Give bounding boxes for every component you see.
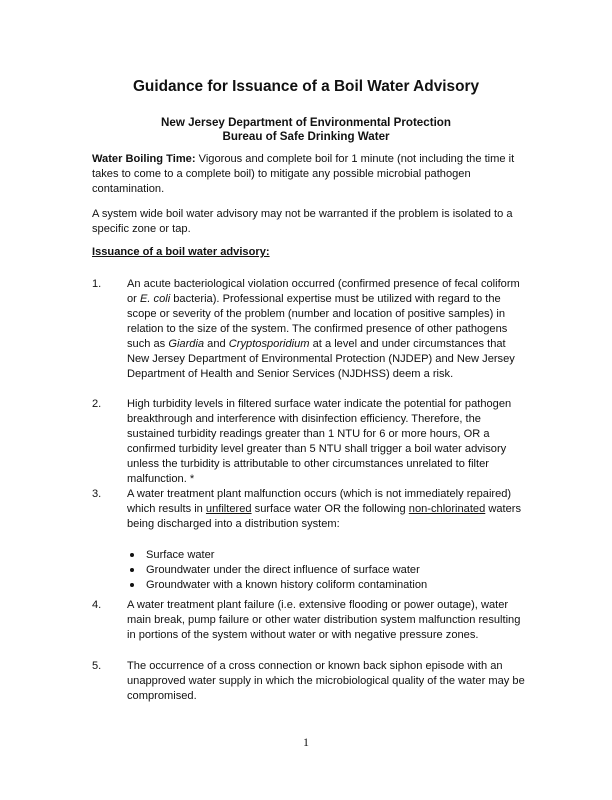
- cryptosporidium-term: Cryptosporidium: [228, 338, 310, 350]
- list-item-text: High turbidity levels in filtered surface water indicate the potential for pathogen breakthrough and interference with disinfection efficiency. Therefore, the sustained turbidity readings greater than 1 NTU for 6 or more hours, OR a confirmed turbidity level greater than 5 NTU shall trigger a boil water advisory unless the turbidity is attributable to other circumstances unrelated to filter malfunction. *: [127, 398, 512, 485]
- non-chlorinated-term: non-chlorinated: [408, 503, 486, 515]
- list-item-number: 2.: [92, 398, 102, 410]
- document-subtitle: [0, 116, 612, 144]
- system-wide-note: A system wide boil water advisory may not be warranted if the problem is isolated to a specific zone or tap.: [92, 208, 513, 235]
- bullet-icon: [130, 553, 134, 557]
- bullet-item: Surface water: [126, 548, 526, 563]
- list-item-text: A water treatment plant malfunction occurs (which is not immediately repaired) which results in unfiltered surface water OR the following non-chlorinated waters being discharged into a distribution system:: [127, 488, 522, 530]
- boiling-time-label: Water Boiling Time:: [92, 153, 196, 165]
- page-number: 1: [303, 735, 309, 749]
- list-item-number: 1.: [92, 278, 102, 290]
- subtitle-bureau: Bureau of Safe Drinking Water: [222, 130, 390, 143]
- bullet-item: Groundwater with a known history coliform contamination: [126, 578, 526, 593]
- bullet-icon: [130, 583, 134, 587]
- water-source-list: [126, 548, 526, 593]
- document-title: Guidance for Issuance of a Boil Water Advisory: [132, 78, 480, 95]
- ecoli-term: E. coli: [139, 293, 171, 305]
- list-item-number: 3.: [92, 488, 102, 500]
- bullet-item: Groundwater under the direct influence of surface water: [126, 563, 526, 578]
- giardia-term: Giardia: [168, 338, 205, 350]
- unfiltered-term: unfiltered: [205, 503, 252, 515]
- subtitle-department: New Jersey Department of Environmental Protection: [161, 116, 451, 129]
- list-item-text: An acute bacteriological violation occurred (confirmed presence of fecal coliform or E. coli bacteria). Professional expertise must be utilized with regard to the scope or severity of the problem (number and location of positive samples) in relation to the size of the system. The confirmed presence of other pathogens such as Giardia and Cryptosporidium at a level and under circumstances that New Jersey Department of Environmental Protection (NJDEP) and New Jersey Department of Health and Senior Services (NJDHSS) deem a risk.: [127, 278, 520, 380]
- list-item-number: 4.: [92, 599, 102, 611]
- section-heading: Issuance of a boil water advisory:: [92, 246, 270, 258]
- list-item-text: The occurrence of a cross connection or known back siphon episode with an unapproved water supply in which the microbiological quality of the water may be compromised.: [127, 660, 525, 702]
- list-item-number: 5.: [92, 660, 102, 672]
- bullet-icon: [130, 568, 134, 572]
- boiling-time-paragraph: [92, 152, 520, 197]
- boiling-time-text: Vigorous and complete boil for 1 minute (not including the time it takes to come to a complete boil) to mitigate any possible microbial pathogen contamination.: [92, 153, 515, 195]
- list-item-text: A water treatment plant failure (i.e. extensive flooding or power outage), water main break, pump failure or other water distribution system malfunction resulting in portions of the system without water or with negative pressure zones.: [127, 599, 521, 641]
